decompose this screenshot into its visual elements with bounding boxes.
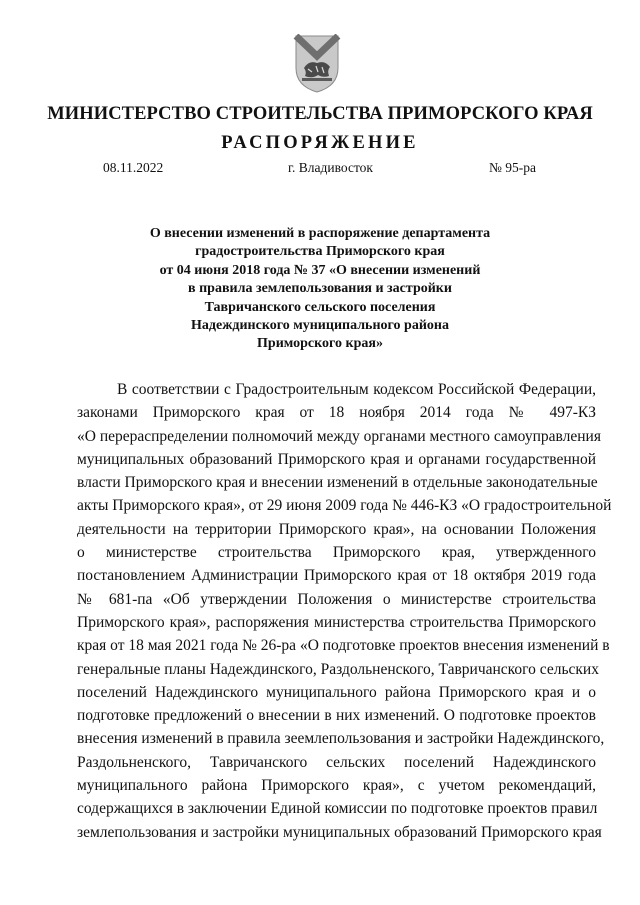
document-city: г. Владивосток [288,160,373,175]
title-line: Надеждинского муниципального района [191,318,449,334]
body-line: постановлением Администрации Приморского края от 18 октября 2019 года [77,567,596,585]
body-line: В соответствии с Градостроительным кодексом Российской Федерации, [117,381,596,398]
document-title [60,225,580,354]
body-line: «О перераспределении полномочий между органами местного самоуправления [77,427,601,445]
body-line: акты Приморского края», от 29 июня 2009 года № 446-КЗ «О градостроительной [77,497,612,515]
body-line: власти Приморского края и внесении изменений в отдельные законодательные [77,474,598,492]
body-line: законами Приморского края от 18 ноября 2014 года № 497-КЗ [77,404,596,422]
title-line: О внесении изменений в распоряжение департамента [149,226,491,241]
body-line: внесения изменений в правила зеемлепользования и застройки Надеждинского, [77,730,605,748]
document-number: № 95-ра [489,160,536,175]
body-line: муниципальных образований Приморского края и органами государственной [77,450,596,468]
body-line: о министерстве строительства Приморского края, утвержденного [77,544,596,562]
body-line: поселений Надеждинского муниципального района Приморского края и о [77,683,596,701]
body-line: края от 18 мая 2021 года № 26-ра «О подготовке проектов внесения изменений в [77,637,610,655]
body-line: № 681-па «Об утверждении Положения о министерстве строительства [77,590,596,608]
body-line: подготовке предложений о внесении в них изменений. О подготовке проектов [77,707,596,725]
body-line: Раздольненского, Тавричанского сельских поселений Надеждинского [77,753,596,771]
title-line: градостроительства Приморского края [195,244,445,260]
body-line: землепользования и застройки муниципальных образований Приморского края [77,823,602,841]
body-line: генеральные планы Надеждинского, Раздольненского, Тавричанского сельских [77,660,599,678]
ministry-name: МИНИСТЕРСТВО СТРОИТЕЛЬСТВА ПРИМОРСКОГО КРАЯ [47,104,593,124]
title-line: от 04 июня 2018 года № 37 «О внесении изменений [159,262,481,278]
title-line: Тавричанского сельского поселения [204,299,436,315]
body-line: муниципального района Приморского края», с учетом рекомендаций, [77,777,596,795]
document-type: РАСПОРЯЖЕНИЕ [221,133,419,153]
title-line: Приморского края» [257,336,383,352]
body-line: деятельности на территории Приморского края», на основании Положения [77,520,596,538]
body-line: содержащихся в заключении Единой комиссии по подготовке проектов правил [77,800,598,818]
coat-of-arms-icon [292,34,342,94]
body-line: Приморского края», распоряжения министерства строительства Приморского [77,613,596,631]
body-paragraph [77,378,612,844]
document-date: 08.11.2022 [103,160,164,175]
title-line: в правила землепользования и застройки [188,281,452,297]
